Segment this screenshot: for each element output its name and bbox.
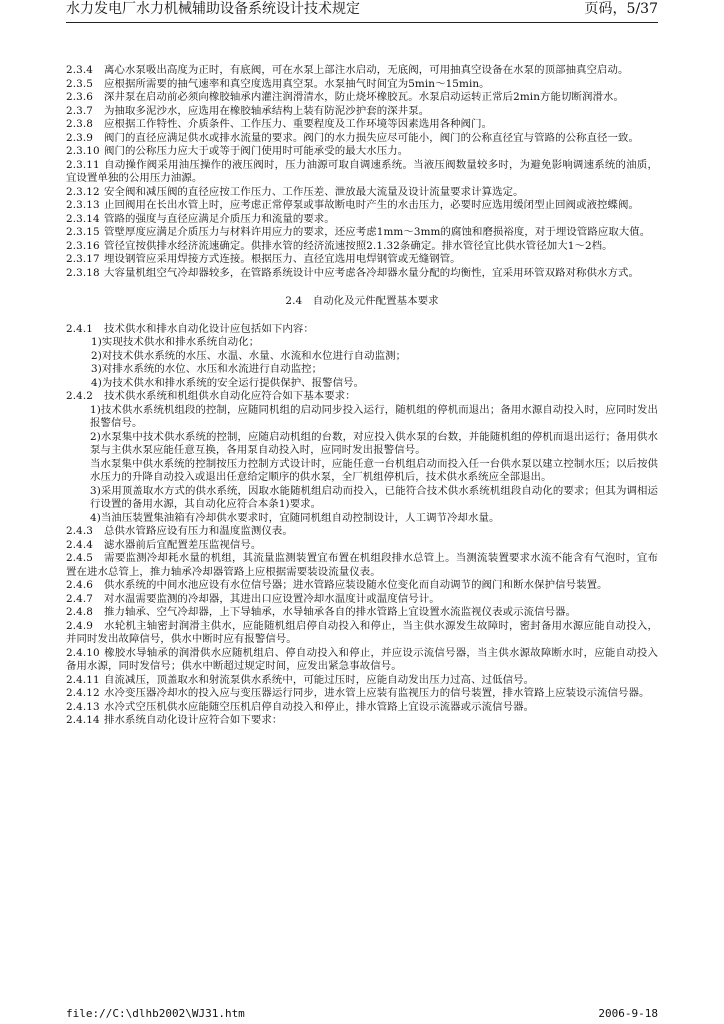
clause: 2.3.12 安全阀和减压阀的直径应按工作压力、工作压差、泄放最大流量及设计流量要求计算选定。 — [66, 185, 524, 198]
list-item: 3)采用顶盖取水方式的供水系统，因取水能随机组启动而投入，已能符合技术供水系统机组段自动化的要求；但其为调相运行设置的备用水源，其自动化应符合本条1)要求。 — [90, 484, 658, 510]
clause: 2.3.14 管路的强度与直径应满足介质压力和流量的要求。 — [66, 212, 335, 225]
list-item: 1)实现技术供水和排水系统自动化； — [91, 336, 260, 348]
clause: 2.4.8 推力轴承、空气冷却器，上下导轴承，水导轴承各自的排水管路上宜设置水流监视仪表或示流信号器。 — [66, 606, 577, 618]
clause: 2.4.10 橡胶水导轴承的润滑供水应随机组启、停自动投入和停止，并应设示流信号器，当主供水源故障断水时，应能自动投入备用水源，同时发信号；供水中断超过规定时间，应发出紧急事故信号。 — [66, 646, 658, 672]
page-header — [66, 0, 658, 20]
clause: 2.4.14 排水系统自动化设计应符合如下要求： — [66, 714, 283, 726]
clause: 2.3.13 止回阀用在长出水管上时，应考虑正常停泵或事故断电时产生的水击压力，必要时应选用缓闭型止回阀或液控蝶阀。 — [66, 199, 640, 211]
list-item: 当水泵集中供水系统的控制按压力控制方式设计时，应能任意一台机组启动而投入任一台供水泵以建立控制水压；以后按供水压力的升降自动投入或退出任意给定顺序的供水泵，全厂机组停机后，技术供水系统应全部退出。 — [90, 457, 658, 483]
file-path: file://C:\dlhb2002\WJ31.htm — [66, 1007, 245, 1020]
clause: 2.3.6 深井泵在启动前必须向橡胶轴承内灌注润滑清水，防止烧坏橡胶瓦。水泵启动运转正常后2min方能切断润滑水。 — [66, 91, 624, 103]
clause: 2.3.9 阀门的直径应满足供水或排水流量的要求。阀门的水力损失应尽可能小，阀门的公称直径宜与管路的公称直径一致。 — [66, 131, 640, 144]
document-body — [66, 64, 658, 755]
clause: 2.3.5 应根据所需要的抽气速率和真空度选用真空泵。水泵抽气时间宜为5min～15min。 — [66, 77, 490, 90]
clause: 2.4.4 滤水器前后宜配置差压监视信号。 — [66, 538, 262, 551]
section-heading: 2.4 自动化及元件配置基本要求 — [285, 295, 439, 307]
clause: 2.3.16 管径宜按供排水经济流速确定。供排水管的经济流速按照2.1.32条确定。排水管径宜比供水管径加大1～2档。 — [66, 239, 613, 252]
clause: 2.4.1 技术供水和排水自动化设计应包括如下内容： — [66, 322, 314, 335]
clause: 2.3.10 阀门的公称压力应大于或等于阀门使用时可能承受的最大水压力。 — [66, 145, 409, 157]
list-item: 4)当油压装置集油箱有冷却供水要求时，宜随同机组自动控制设计，人工调节冷却水量。 — [90, 511, 500, 524]
print-date: 2006-9-18 — [598, 1007, 658, 1020]
clause: 2.4.13 水冷式空压机供水应能随空压机启停自动投入和停止，排水管路上宜设示流器或示流信号器。 — [66, 700, 535, 713]
page-footer — [66, 1007, 658, 1021]
header-rule — [66, 22, 658, 23]
page-number: 页码，5/37 — [584, 1, 658, 17]
clause: 2.4.6 供水系统的中间水池应设有水位信号器；进水管路应装设随水位变化而自动调节的阀门和断水保护信号装置。 — [66, 579, 608, 591]
clauses-2-4 — [66, 525, 658, 755]
clause: 2.3.11 自动操作阀采用油压操作的液压阀时，压力油源可取自调速系统。当液压阀数量较多时，为避免影响调速系统的油质，宜设置单独的公用压力油源。 — [66, 158, 658, 184]
clause: 2.4.5 需要监测冷却耗水量的机组，其流量监测装置宜布置在机组段排水总管上。当测流装置要求水流不能含有气泡时，宜布置在进水总管上，推力轴承冷却器管路上应根据需要装设流量仪表。 — [66, 552, 658, 578]
clause: 2.3.8 应根据工作特性、介质条件、工作压力、重要程度及工作环境等因素选用各种阀门。 — [66, 118, 493, 130]
clause: 2.4.3 总供水管路应设有压力和温度监测仪表。 — [66, 525, 293, 537]
list-item: 3)对排水系统的水位、水压和水流进行自动监控； — [91, 363, 323, 375]
list-item: 4)为技术供水和排水系统的安全运行提供保护、报警信号。 — [91, 376, 365, 389]
clause: 2.3.17 埋设钢管应采用焊接方式连接。根据压力、直径宜选用电焊钢管或无缝钢管。 — [66, 253, 461, 265]
clauses-2-3 — [66, 64, 658, 280]
clause-2-4-2 — [66, 390, 658, 525]
clause — [66, 728, 658, 742]
clause: 2.4.12 水冷变压器冷却水的投入应与变压器运行同步，进水管上应装有监视压力的信号装置，排水管路上应装设示流信号器。 — [66, 687, 650, 699]
clause: 2.4.2 技术供水系统和机组供水自动化应符合如下基本要求： — [66, 390, 356, 402]
list-item: 2)水泵集中技术供水系统的控制，应随启动机组的台数，对应投入供水泵的台数，并能随机组的停机而退出运行；备用供水泵与主供水泵应能任意互换，各用泵自动投入时，应同时发出报警信号。 — [90, 430, 658, 456]
clause: 2.4.9 水轮机主轴密封润滑主供水，应能随机组启停自动投入和停止，当主供水源发生故障时，密封备用水源应能自动投入，并同时发出故障信号，供水中断时应有报警信号。 — [66, 619, 658, 645]
clause: 2.4.11 自流减压，顶盖取水和射流泵供水系统中，可能过压时，应能自动发出压力过高、过低信号。 — [66, 673, 535, 686]
clause: 2.4.7 对水温需要监测的冷却器，其进出口应设置冷却水温度计或温度信号计。 — [66, 592, 440, 605]
document-title: 水力发电厂水力机械辅助设备系统设计技术规定 — [66, 1, 360, 17]
clause-2-4-1 — [66, 323, 658, 391]
list-item: 2)对技术供水系统的水压、水温、水量、水流和水位进行自动监测； — [91, 349, 407, 362]
list-item: 1)技术供水系统机组段的控制，应随同机组的启动同步投入运行，随机组的停机而退出；备用水源自动投入时，应同时发出报警信号。 — [90, 403, 658, 429]
clause: 2.3.7 为抽取多泥沙水，应选用在橡胶轴承结构上装有防泥沙护套的深井泵。 — [66, 104, 430, 117]
clause: 2.3.18 大容量机组空气冷却器较多，在管路系统设计中应考虑各冷却器水量分配的均衡性，宜采用环管双路对称供水方式。 — [66, 266, 640, 279]
clause — [66, 741, 658, 755]
clause: 2.3.4 离心水泵吸出高度为正时，有底阀，可在水泵上部注水启动，无底阀，可用抽真空设备在水泵的顶部抽真空启动。 — [66, 64, 629, 76]
clause: 2.3.15 管壁厚度应满足介质压力与材料许用应力的要求，还应考虑1mm～3mm的腐蚀和磨损裕度，对于埋设管路应取大值。 — [66, 226, 651, 238]
